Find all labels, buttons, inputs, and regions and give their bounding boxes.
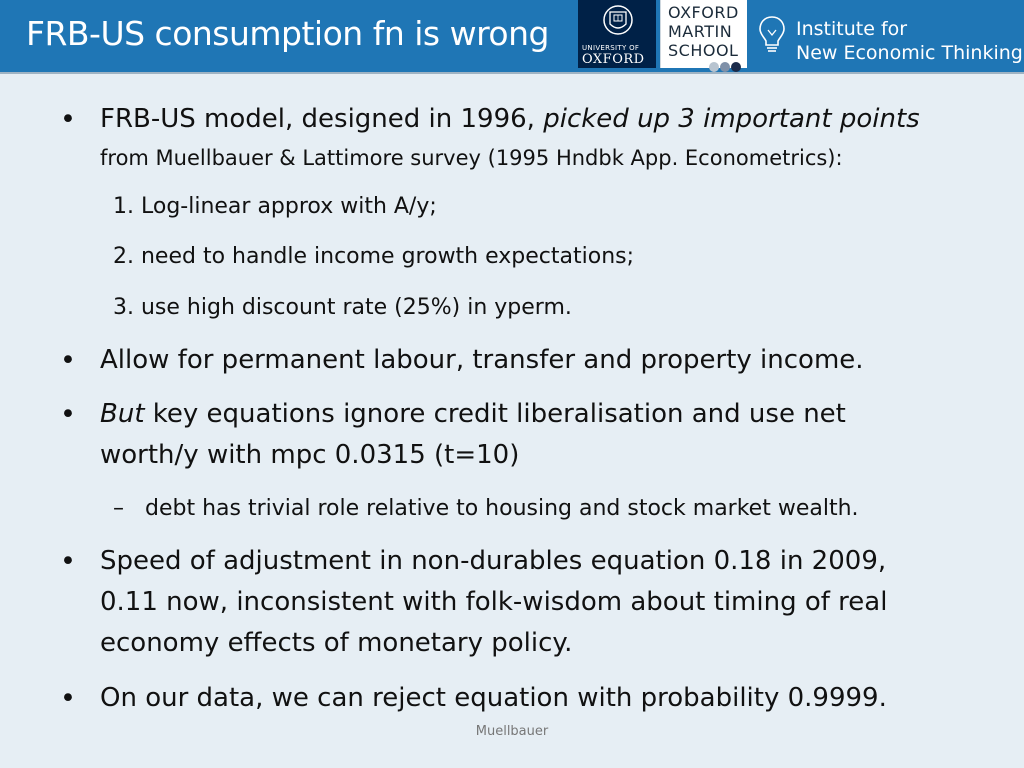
inet-logo — [750, 0, 1024, 68]
bullet-1-item-2: 2. need to handle income growth expectations; — [113, 244, 635, 269]
footer-author: Muellbauer — [475, 724, 549, 739]
inet-line-1: Institute for — [796, 18, 908, 40]
bullet-3-line-1 — [100, 399, 846, 429]
bullet-1-italic: picked up 3 important points — [543, 104, 920, 134]
oxford-crest-icon — [602, 4, 634, 40]
bullet-1-text — [100, 104, 920, 134]
bullet-5-text: On our data, we can reject equation with probability 0.9999. — [100, 683, 887, 713]
lightbulb-icon — [756, 14, 788, 54]
bullet-1-item-3: 3. use high discount rate (25%) in yperm. — [113, 295, 572, 320]
inet-line-2: New Economic Thinking — [796, 42, 1023, 64]
bullet-1-subtext: from Muellbauer & Lattimore survey (1995 Hndbk App. Econometrics): — [100, 146, 843, 170]
oxford-martin-school-logo — [660, 0, 747, 68]
oms-line-3: SCHOOL — [668, 41, 739, 60]
bullet-3-marker: • — [60, 399, 76, 430]
slide-title: FRB-US consumption fn is wrong — [26, 14, 549, 53]
oms-line-1: OXFORD — [668, 3, 739, 22]
bullet-1-marker: • — [60, 104, 76, 135]
bullet-3-italic: But — [100, 399, 145, 429]
bullet-5-marker: • — [60, 683, 76, 714]
bullet-2-marker: • — [60, 345, 76, 376]
bullet-3-line-2: worth/y with mpc 0.0315 (t=10) — [100, 440, 520, 470]
oxford-university-logo — [578, 0, 656, 68]
bullet-1-plain: FRB-US model, designed in 1996, — [100, 104, 535, 134]
logo-strip — [576, 0, 1024, 68]
bullet-3-plain: key equations ignore credit liberalisation and use net — [152, 399, 846, 429]
decorative-dots — [708, 60, 748, 74]
oxford-university-label: UNIVERSITY OF — [582, 44, 640, 52]
bullet-4-line-3: economy effects of monetary policy. — [100, 628, 573, 658]
bullet-1-item-1: 1. Log-linear approx with A/y; — [113, 194, 437, 219]
bullet-3-dash: – — [113, 496, 124, 521]
oxford-name-label: OXFORD — [582, 52, 645, 67]
bullet-4-line-2: 0.11 now, inconsistent with folk-wisdom about timing of real — [100, 587, 888, 617]
bullet-3-subtext: debt has trivial role relative to housing and stock market wealth. — [145, 496, 859, 521]
oms-line-2: MARTIN — [668, 22, 733, 41]
bullet-4-line-1: Speed of adjustment in non-durables equation 0.18 in 2009, — [100, 546, 887, 576]
bullet-4-marker: • — [60, 546, 76, 577]
header-divider — [0, 72, 1024, 74]
bullet-2-text: Allow for permanent labour, transfer and property income. — [100, 345, 864, 375]
